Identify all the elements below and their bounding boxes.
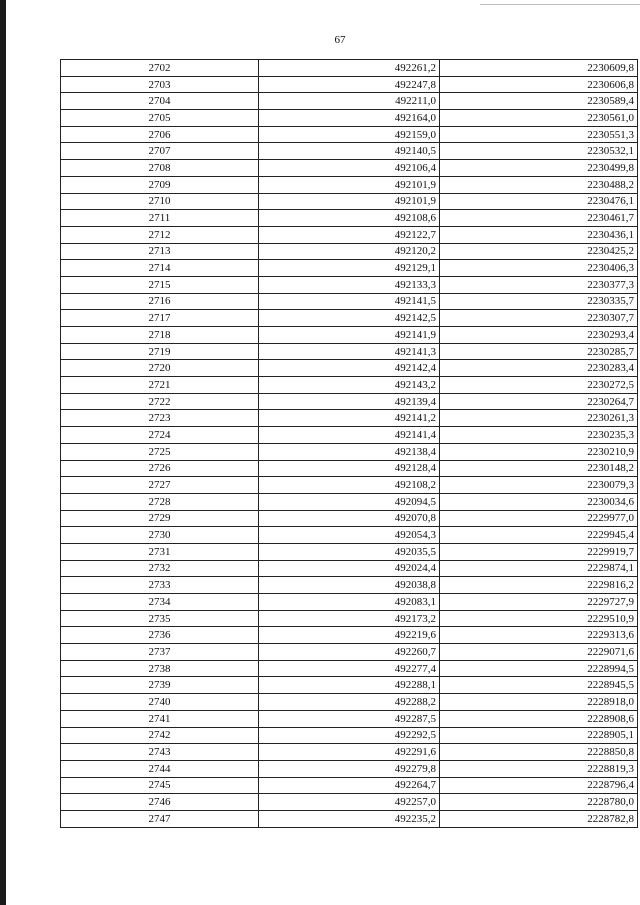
scan-top-line [480,4,640,5]
y-coordinate-cell: 2228945,5 [440,677,638,694]
table-row [61,810,638,827]
y-coordinate-cell: 2228908,6 [440,710,638,727]
point-number-cell: 2709 [61,176,259,193]
table-row [61,360,638,377]
x-coordinate-cell: 492101,9 [259,176,440,193]
table-row [61,460,638,477]
table-row [61,543,638,560]
table-row [61,76,638,93]
x-coordinate-cell: 492133,3 [259,276,440,293]
y-coordinate-cell: 2228905,1 [440,727,638,744]
table-row [61,493,638,510]
x-coordinate-cell: 492070,8 [259,510,440,527]
y-coordinate-cell: 2230235,3 [440,427,638,444]
x-coordinate-cell: 492141,5 [259,293,440,310]
y-coordinate-cell: 2229919,7 [440,543,638,560]
point-number-cell: 2743 [61,744,259,761]
point-number-cell: 2723 [61,410,259,427]
x-coordinate-cell: 492138,4 [259,443,440,460]
table-row [61,327,638,344]
table-row [61,393,638,410]
x-coordinate-cell: 492141,9 [259,327,440,344]
point-number-cell: 2747 [61,810,259,827]
x-coordinate-cell: 492035,5 [259,543,440,560]
x-coordinate-cell: 492277,4 [259,660,440,677]
table-row [61,160,638,177]
point-number-cell: 2731 [61,543,259,560]
table-row [61,377,638,394]
coordinates-table-body [61,60,638,828]
point-number-cell: 2732 [61,560,259,577]
point-number-cell: 2744 [61,760,259,777]
y-coordinate-cell: 2230264,7 [440,393,638,410]
x-coordinate-cell: 492264,7 [259,777,440,794]
table-row [61,210,638,227]
y-coordinate-cell: 2229816,2 [440,577,638,594]
point-number-cell: 2727 [61,477,259,494]
point-number-cell: 2718 [61,327,259,344]
x-coordinate-cell: 492142,4 [259,360,440,377]
table-row [61,126,638,143]
point-number-cell: 2735 [61,610,259,627]
point-number-cell: 2714 [61,260,259,277]
point-number-cell: 2733 [61,577,259,594]
point-number-cell: 2704 [61,93,259,110]
point-number-cell: 2740 [61,694,259,711]
y-coordinate-cell: 2230589,4 [440,93,638,110]
point-number-cell: 2713 [61,243,259,260]
table-row [61,744,638,761]
table-row [61,143,638,160]
y-coordinate-cell: 2229945,4 [440,527,638,544]
point-number-cell: 2711 [61,210,259,227]
table-row [61,710,638,727]
y-coordinate-cell: 2228782,8 [440,810,638,827]
y-coordinate-cell: 2229727,9 [440,594,638,611]
y-coordinate-cell: 2230461,7 [440,210,638,227]
y-coordinate-cell: 2230283,4 [440,360,638,377]
table-row [61,577,638,594]
x-coordinate-cell: 492122,7 [259,226,440,243]
point-number-cell: 2720 [61,360,259,377]
x-coordinate-cell: 492260,7 [259,644,440,661]
table-row [61,110,638,127]
y-coordinate-cell: 2228850,8 [440,744,638,761]
y-coordinate-cell: 2229874,1 [440,560,638,577]
table-row [61,694,638,711]
x-coordinate-cell: 492211,0 [259,93,440,110]
table-row [61,527,638,544]
table-row [61,644,638,661]
x-coordinate-cell: 492054,3 [259,527,440,544]
table-row [61,443,638,460]
x-coordinate-cell: 492288,2 [259,694,440,711]
x-coordinate-cell: 492106,4 [259,160,440,177]
x-coordinate-cell: 492108,6 [259,210,440,227]
y-coordinate-cell: 2230606,8 [440,76,638,93]
x-coordinate-cell: 492164,0 [259,110,440,127]
x-coordinate-cell: 492219,6 [259,627,440,644]
x-coordinate-cell: 492143,2 [259,377,440,394]
y-coordinate-cell: 2230532,1 [440,143,638,160]
x-coordinate-cell: 492140,5 [259,143,440,160]
x-coordinate-cell: 492257,0 [259,794,440,811]
table-row [61,93,638,110]
x-coordinate-cell: 492128,4 [259,460,440,477]
page-number: 67 [334,34,346,46]
y-coordinate-cell: 2230436,1 [440,226,638,243]
y-coordinate-cell: 2229977,0 [440,510,638,527]
table-row [61,477,638,494]
x-coordinate-cell: 492141,2 [259,410,440,427]
table-row [61,677,638,694]
point-number-cell: 2722 [61,393,259,410]
table-row [61,610,638,627]
table-row [61,276,638,293]
y-coordinate-cell: 2230476,1 [440,193,638,210]
table-row [61,660,638,677]
y-coordinate-cell: 2228994,5 [440,660,638,677]
table-row [61,293,638,310]
table-row [61,727,638,744]
point-number-cell: 2717 [61,310,259,327]
y-coordinate-cell: 2230425,2 [440,243,638,260]
point-number-cell: 2728 [61,493,259,510]
y-coordinate-cell: 2230285,7 [440,343,638,360]
point-number-cell: 2725 [61,443,259,460]
x-coordinate-cell: 492141,4 [259,427,440,444]
point-number-cell: 2708 [61,160,259,177]
x-coordinate-cell: 492101,9 [259,193,440,210]
y-coordinate-cell: 2230488,2 [440,176,638,193]
table-row [61,560,638,577]
point-number-cell: 2730 [61,527,259,544]
point-number-cell: 2705 [61,110,259,127]
x-coordinate-cell: 492094,5 [259,493,440,510]
point-number-cell: 2710 [61,193,259,210]
table-row [61,427,638,444]
point-number-cell: 2715 [61,276,259,293]
y-coordinate-cell: 2230210,9 [440,443,638,460]
y-coordinate-cell: 2230335,7 [440,293,638,310]
table-row [61,260,638,277]
point-number-cell: 2739 [61,677,259,694]
table-row [61,176,638,193]
point-number-cell: 2736 [61,627,259,644]
x-coordinate-cell: 492261,2 [259,60,440,77]
x-coordinate-cell: 492292,5 [259,727,440,744]
x-coordinate-cell: 492287,5 [259,710,440,727]
point-number-cell: 2724 [61,427,259,444]
y-coordinate-cell: 2228796,4 [440,777,638,794]
x-coordinate-cell: 492247,8 [259,76,440,93]
scan-edge-bar [0,0,6,905]
table-row [61,760,638,777]
point-number-cell: 2716 [61,293,259,310]
table-row [61,310,638,327]
table-row [61,60,638,77]
x-coordinate-cell: 492108,2 [259,477,440,494]
y-coordinate-cell: 2228819,3 [440,760,638,777]
y-coordinate-cell: 2230609,8 [440,60,638,77]
y-coordinate-cell: 2230377,3 [440,276,638,293]
point-number-cell: 2729 [61,510,259,527]
point-number-cell: 2742 [61,727,259,744]
point-number-cell: 2746 [61,794,259,811]
point-number-cell: 2706 [61,126,259,143]
table-row [61,343,638,360]
point-number-cell: 2734 [61,594,259,611]
point-number-cell: 2745 [61,777,259,794]
table-row [61,794,638,811]
x-coordinate-cell: 492139,4 [259,393,440,410]
table-row [61,510,638,527]
point-number-cell: 2726 [61,460,259,477]
point-number-cell: 2703 [61,76,259,93]
y-coordinate-cell: 2230034,6 [440,493,638,510]
point-number-cell: 2737 [61,644,259,661]
y-coordinate-cell: 2230261,3 [440,410,638,427]
table-row [61,777,638,794]
x-coordinate-cell: 492120,2 [259,243,440,260]
point-number-cell: 2741 [61,710,259,727]
y-coordinate-cell: 2230272,5 [440,377,638,394]
y-coordinate-cell: 2230561,0 [440,110,638,127]
table-row [61,410,638,427]
x-coordinate-cell: 492129,1 [259,260,440,277]
x-coordinate-cell: 492024,4 [259,560,440,577]
point-number-cell: 2721 [61,377,259,394]
y-coordinate-cell: 2230307,7 [440,310,638,327]
x-coordinate-cell: 492142,5 [259,310,440,327]
point-number-cell: 2738 [61,660,259,677]
x-coordinate-cell: 492159,0 [259,126,440,143]
x-coordinate-cell: 492288,1 [259,677,440,694]
point-number-cell: 2702 [61,60,259,77]
x-coordinate-cell: 492279,8 [259,760,440,777]
table-row [61,226,638,243]
x-coordinate-cell: 492083,1 [259,594,440,611]
y-coordinate-cell: 2228780,0 [440,794,638,811]
x-coordinate-cell: 492173,2 [259,610,440,627]
y-coordinate-cell: 2230499,8 [440,160,638,177]
y-coordinate-cell: 2229510,9 [440,610,638,627]
y-coordinate-cell: 2230079,3 [440,477,638,494]
table-row [61,243,638,260]
y-coordinate-cell: 2229071,6 [440,644,638,661]
y-coordinate-cell: 2228918,0 [440,694,638,711]
x-coordinate-cell: 492291,6 [259,744,440,761]
y-coordinate-cell: 2230406,3 [440,260,638,277]
point-number-cell: 2719 [61,343,259,360]
x-coordinate-cell: 492141,3 [259,343,440,360]
x-coordinate-cell: 492038,8 [259,577,440,594]
point-number-cell: 2707 [61,143,259,160]
point-number-cell: 2712 [61,226,259,243]
table-row [61,193,638,210]
table-row [61,627,638,644]
y-coordinate-cell: 2230148,2 [440,460,638,477]
coordinates-table [60,59,638,828]
y-coordinate-cell: 2229313,6 [440,627,638,644]
table-row [61,594,638,611]
y-coordinate-cell: 2230551,3 [440,126,638,143]
y-coordinate-cell: 2230293,4 [440,327,638,344]
x-coordinate-cell: 492235,2 [259,810,440,827]
